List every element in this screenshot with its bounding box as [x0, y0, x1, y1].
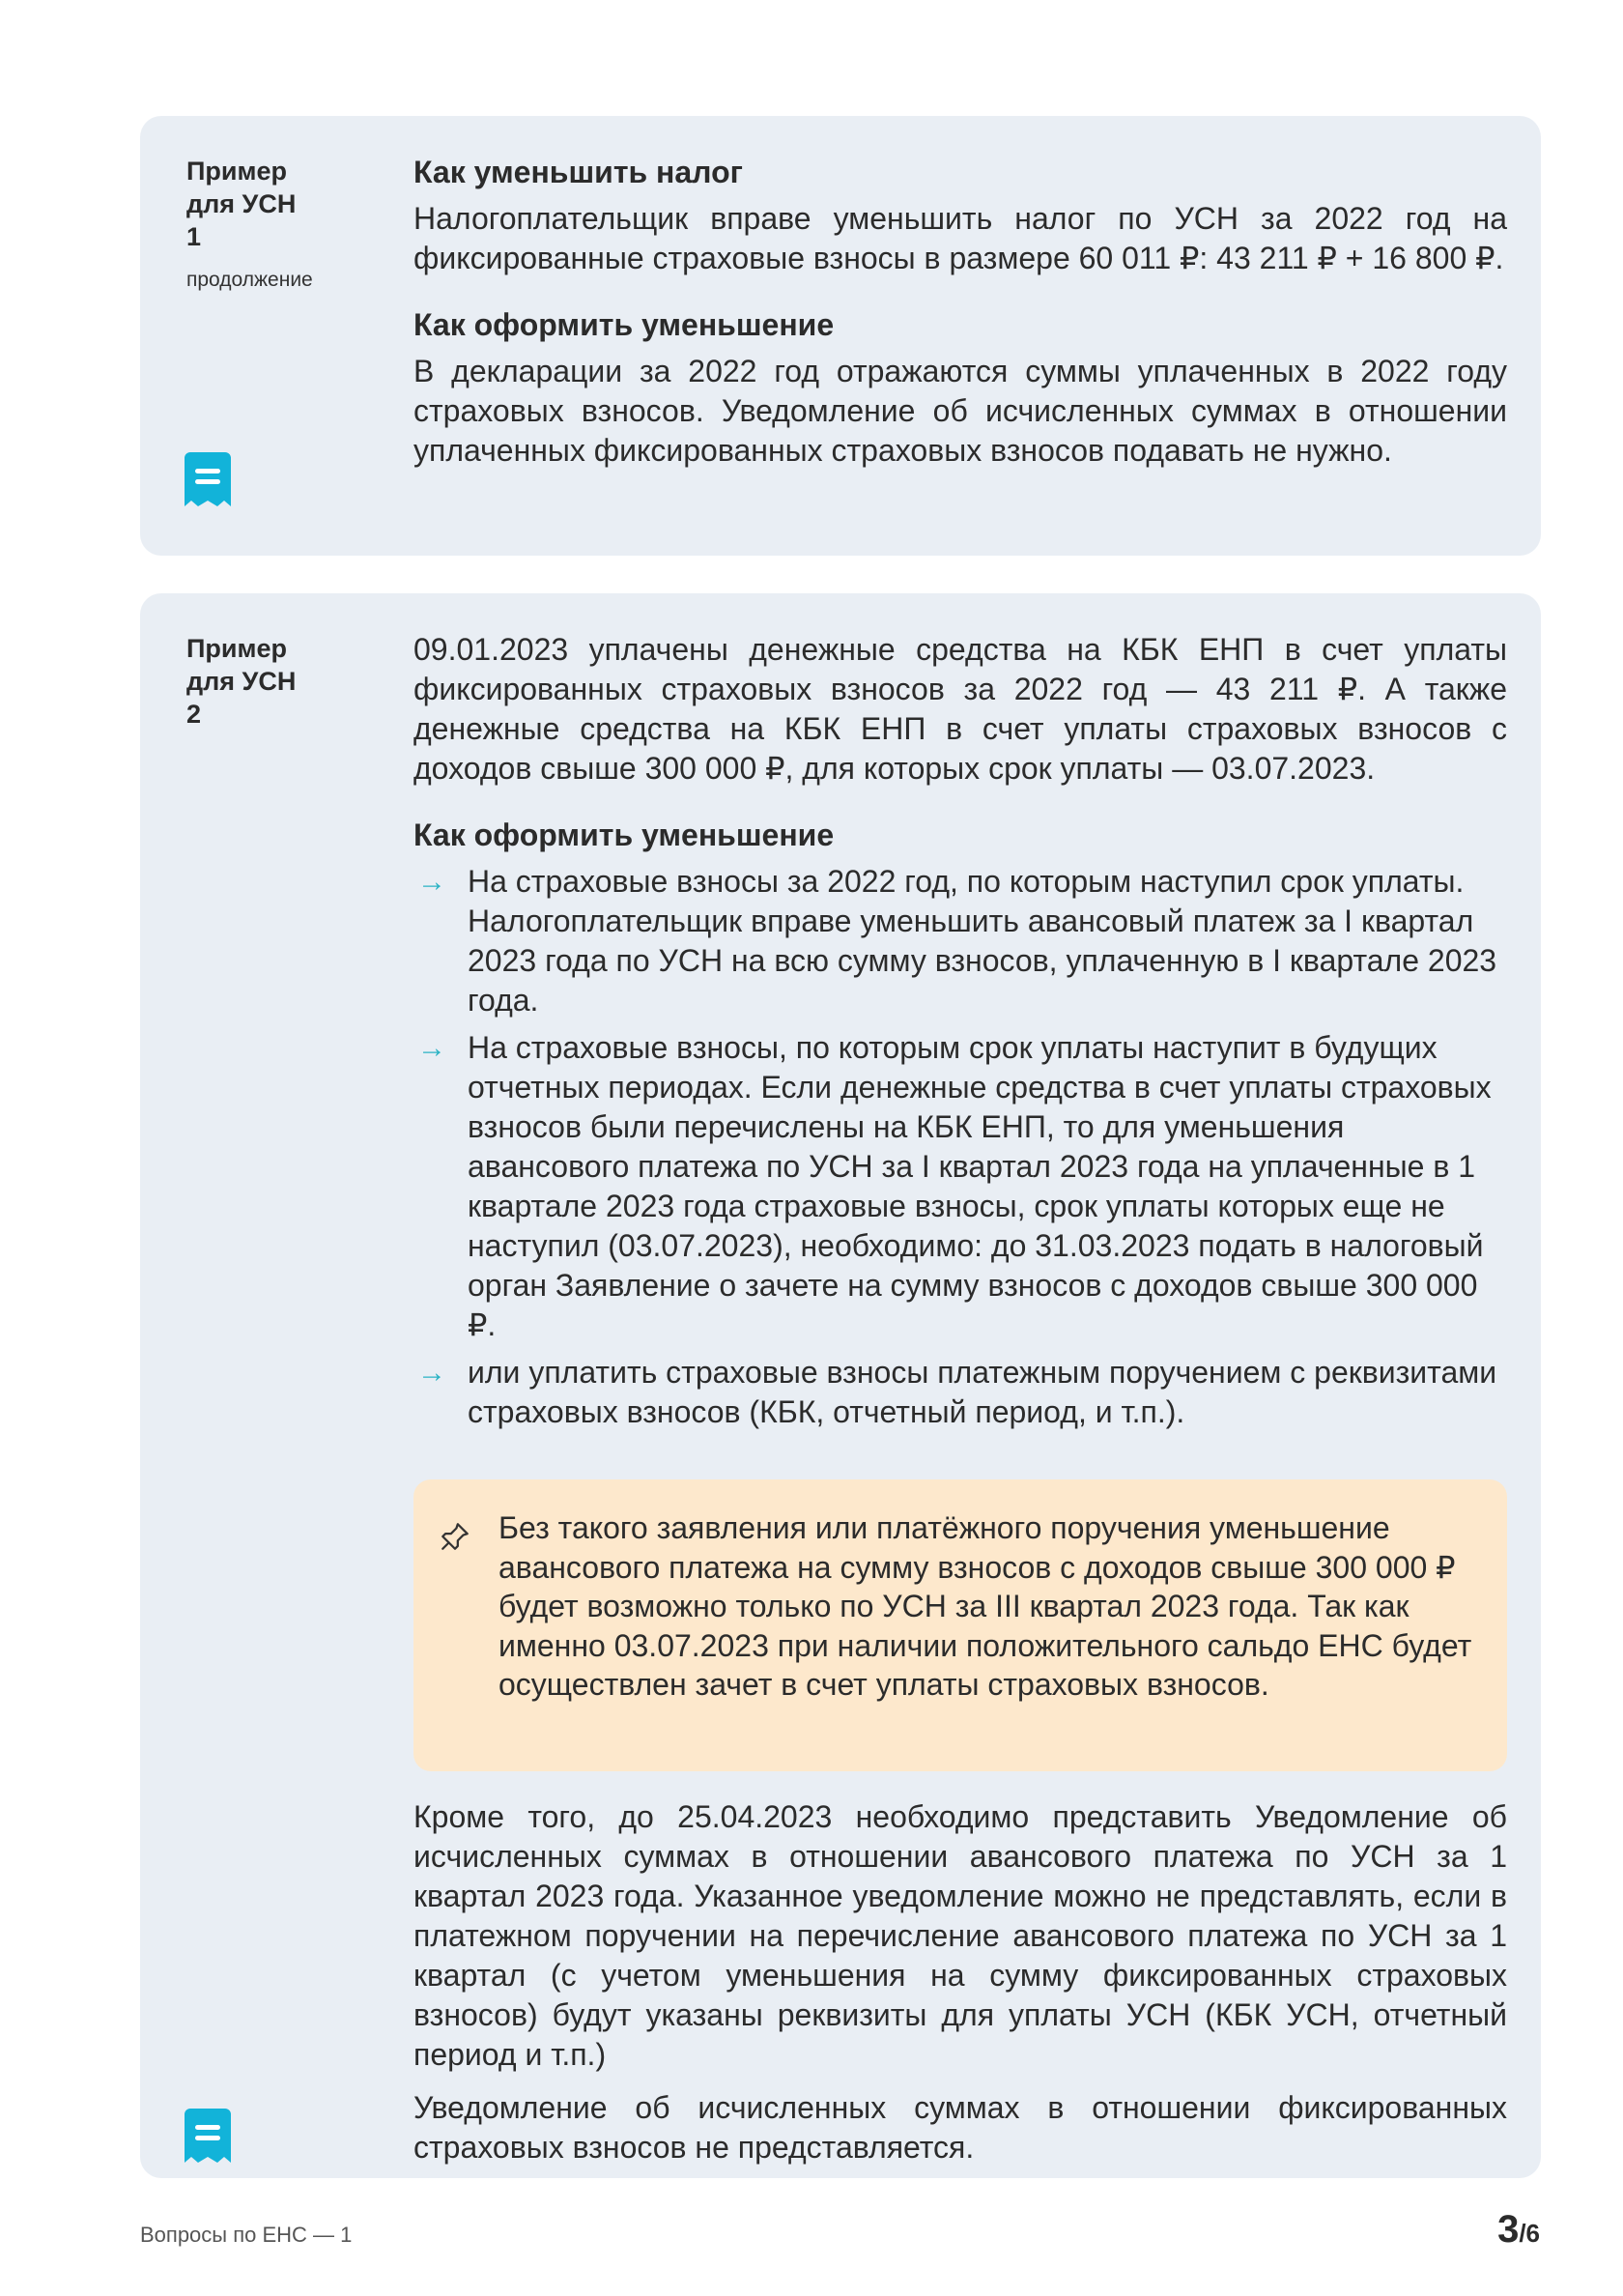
page-number	[1497, 2208, 1540, 2252]
document-icon	[185, 452, 231, 506]
arrow-right-icon: →	[417, 1032, 446, 1064]
example-content	[413, 630, 1507, 1440]
example-label-line2: для УСН	[186, 667, 297, 696]
list-item	[413, 1353, 1507, 1432]
example-label	[186, 155, 360, 253]
bullet-list	[413, 862, 1507, 1432]
footer-document-title: Вопросы по ЕНС — 1	[140, 2223, 353, 2247]
page-total: /6	[1519, 2219, 1540, 2248]
list-item-text: или уплатить страховые взносы платежным поручением с реквизитами страховых взносов (КБК, отчетный период, и т.п.).	[468, 1355, 1497, 1429]
section-heading: Как уменьшить налог	[413, 155, 743, 189]
section-heading: Как оформить уменьшение	[413, 818, 835, 852]
example-label-line2: для УСН	[186, 189, 297, 218]
example-label-line1: Пример	[186, 157, 287, 186]
example-number: 2	[186, 700, 202, 729]
paragraph: В декларации за 2022 год отражаются суммы уплаченных в 2022 году страховых взносов. Уведомление об исчисленных суммах в отношении уплаченных фиксированных страховых взносов подавать не нужно.	[413, 354, 1507, 468]
example-label-line1: Пример	[186, 634, 287, 663]
list-item-text: На страховые взносы, по которым срок уплаты наступит в будущих отчетных периодах. Если денежные средства в счет уплаты страховых взносов были перечислены на КБК ЕНП, то для уменьшения авансового платежа по УСН за I квартал 2023 года на уплаченные в 1 квартале 2023 года страховые взносы, срок уплаты которых еще не наступил (03.07.2023), необходимо: до 31.03.2023 подать в налоговый орган Заявление о зачете на сумму взносов с доходов свыше 300 000 ₽.	[468, 1030, 1492, 1342]
example-label	[186, 632, 360, 731]
arrow-right-icon: →	[417, 866, 446, 898]
example-number: 1	[186, 222, 202, 251]
section-heading: Как оформить уменьшение	[413, 307, 835, 342]
example-content	[413, 153, 1507, 471]
pin-icon	[439, 1520, 471, 1553]
arrow-right-icon: →	[417, 1357, 446, 1389]
page-current: 3	[1497, 2208, 1520, 2251]
note-box	[413, 1479, 1507, 1771]
paragraph: Уведомление об исчисленных суммах в отношении фиксированных страховых взносов не представляется.	[413, 2090, 1507, 2165]
list-item	[413, 862, 1507, 1020]
note-text: Без такого заявления или платёжного поручения уменьшение авансового платежа на сумму взносов с доходов свыше 300 000 ₽ будет возможно только по УСН за III квартал 2023 года. Так как именно 03.07.2023 при наличии положительного сальдо ЕНС будет осуществлен зачет в счет уплаты страховых взносов.	[498, 1510, 1472, 1702]
example-card-2	[140, 593, 1541, 2178]
example-continuation-label: продолжение	[186, 269, 313, 291]
list-item	[413, 1028, 1507, 1345]
example-content-continued	[413, 1797, 1507, 2167]
example-card-1	[140, 116, 1541, 556]
document-icon	[185, 2109, 231, 2163]
list-item-text: На страховые взносы за 2022 год, по которым наступил срок уплаты. Налогоплательщик вправе уменьшить авансовый платеж за I квартал 2023 года по УСН на всю сумму взносов, уплаченную в I квартале 2023 года.	[468, 864, 1497, 1018]
paragraph: Кроме того, до 25.04.2023 необходимо представить Уведомление об исчисленных суммах в отношении авансового платежа по УСН за 1 квартал 2023 года. Указанное уведомление можно не представлять, если в платежном поручении на перечисление авансового платежа по УСН за 1 квартал (с учетом уменьшения на сумму фиксированных страховых взносов) будут указаны реквизиты для уплаты УСН (КБК УСН, отчетный период и т.п.)	[413, 1799, 1507, 2072]
paragraph: 09.01.2023 уплачены денежные средства на КБК ЕНП в счет уплаты фиксированных страховых взносов за 2022 год — 43 211 ₽. А также денежные средства на КБК ЕНП в счет уплаты страховых взносов с доходов свыше 300 000 ₽, для которых срок уплаты — 03.07.2023.	[413, 632, 1507, 786]
paragraph: Налогоплательщик вправе уменьшить налог по УСН за 2022 год на фиксированные страховые взносы в размере 60 011 ₽: 43 211 ₽ + 16 800 ₽.	[413, 201, 1507, 275]
